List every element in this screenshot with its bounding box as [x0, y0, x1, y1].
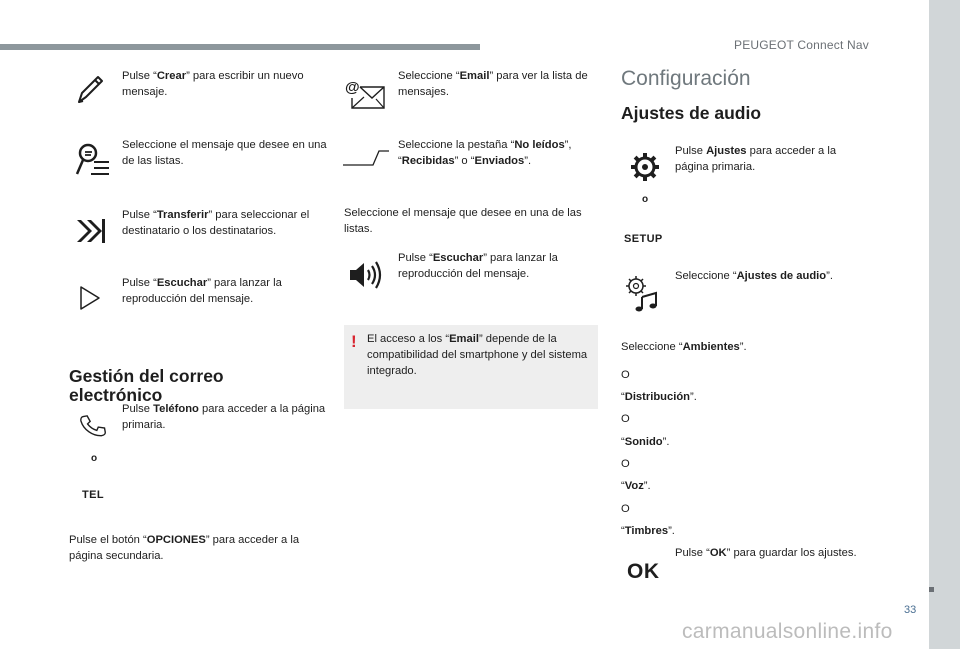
middle-row-2-text: Seleccione la pestaña “No leídos”, “Recibidas” o “Enviados”.	[398, 139, 572, 167]
play-icon	[79, 285, 101, 311]
option-distribucion: “Distribución”.	[621, 391, 697, 403]
tel-key-label: TEL	[82, 489, 104, 501]
audio-row-text: Seleccione “Ajustes de audio”.	[675, 270, 833, 282]
header-title: PEUGEOT Connect Nav	[734, 38, 869, 52]
gear-icon	[630, 152, 660, 182]
option-timbres: “Timbres”.	[621, 525, 675, 537]
warning-mark-icon: !	[351, 332, 357, 351]
or-label-1: O	[621, 369, 630, 381]
phone-row-text: Pulse Teléfono para acceder a la página primaria.	[122, 403, 326, 431]
options-text: Pulse el botón “OPCIONES” para acceder a la página secundaria.	[69, 534, 300, 562]
setup-key-label: SETUP	[624, 233, 663, 245]
watermark: carmanualsonline.info	[682, 620, 893, 643]
option-sonido: “Sonido”.	[621, 436, 670, 448]
svg-text:@: @	[345, 79, 360, 96]
audio-settings-icon	[624, 275, 662, 313]
option-voz: “Voz”.	[621, 480, 651, 492]
left-row-1-text: Pulse “Crear” para escribir un nuevo mensaje.	[122, 70, 304, 98]
transfer-arrow-icon	[75, 216, 107, 246]
notice-box	[344, 325, 598, 409]
pencil-icon	[75, 72, 105, 106]
select-message-text: Seleccione el mensaje que desee en una de las listas.	[344, 207, 582, 235]
audio-settings-subtitle: Ajustes de audio	[621, 103, 762, 123]
listen-row-text: Pulse “Escuchar” para lanzar la reproducción del mensaje.	[398, 252, 558, 280]
message-list-icon	[75, 141, 113, 179]
configuration-title: Configuración	[621, 67, 751, 90]
settings-or-label: o	[642, 194, 649, 205]
phone-icon	[80, 412, 106, 440]
left-row-3-text: Pulse “Transferir” para seleccionar el destinatario o los destinatarios.	[122, 209, 310, 237]
or-label-4: O	[621, 503, 630, 515]
or-label-2: O	[621, 413, 630, 425]
side-tab-strip	[929, 0, 960, 649]
phone-or-label: o	[91, 453, 98, 464]
left-row-2-text: Seleccione el mensaje que desee en una de las listas.	[122, 139, 327, 167]
notice-text: El acceso a los “Email” depende de la compatibilidad del smartphone y del sistema integrado.	[367, 333, 588, 377]
or-label-3: O	[621, 458, 630, 470]
settings-row-text: Pulse Ajustes para acceder a la página primaria.	[675, 145, 837, 173]
middle-row-1-text: Seleccione “Email” para ver la lista de mensajes.	[398, 70, 588, 98]
speaker-icon	[348, 259, 384, 291]
left-row-4-text: Pulse “Escuchar” para lanzar la reproducción del mensaje.	[122, 277, 282, 305]
page-marker	[929, 587, 934, 592]
tab-icon	[343, 148, 389, 168]
email-heading: Gestión del correo electrónico	[69, 366, 224, 405]
email-envelope-icon	[344, 78, 386, 110]
header-rule	[0, 44, 480, 50]
ambientes-text: Seleccione “Ambientes”.	[621, 341, 747, 353]
ok-row-text: Pulse “OK” para guardar los ajustes.	[675, 547, 857, 559]
page-number: 33	[904, 604, 917, 616]
ok-key-label: OK	[627, 560, 660, 583]
